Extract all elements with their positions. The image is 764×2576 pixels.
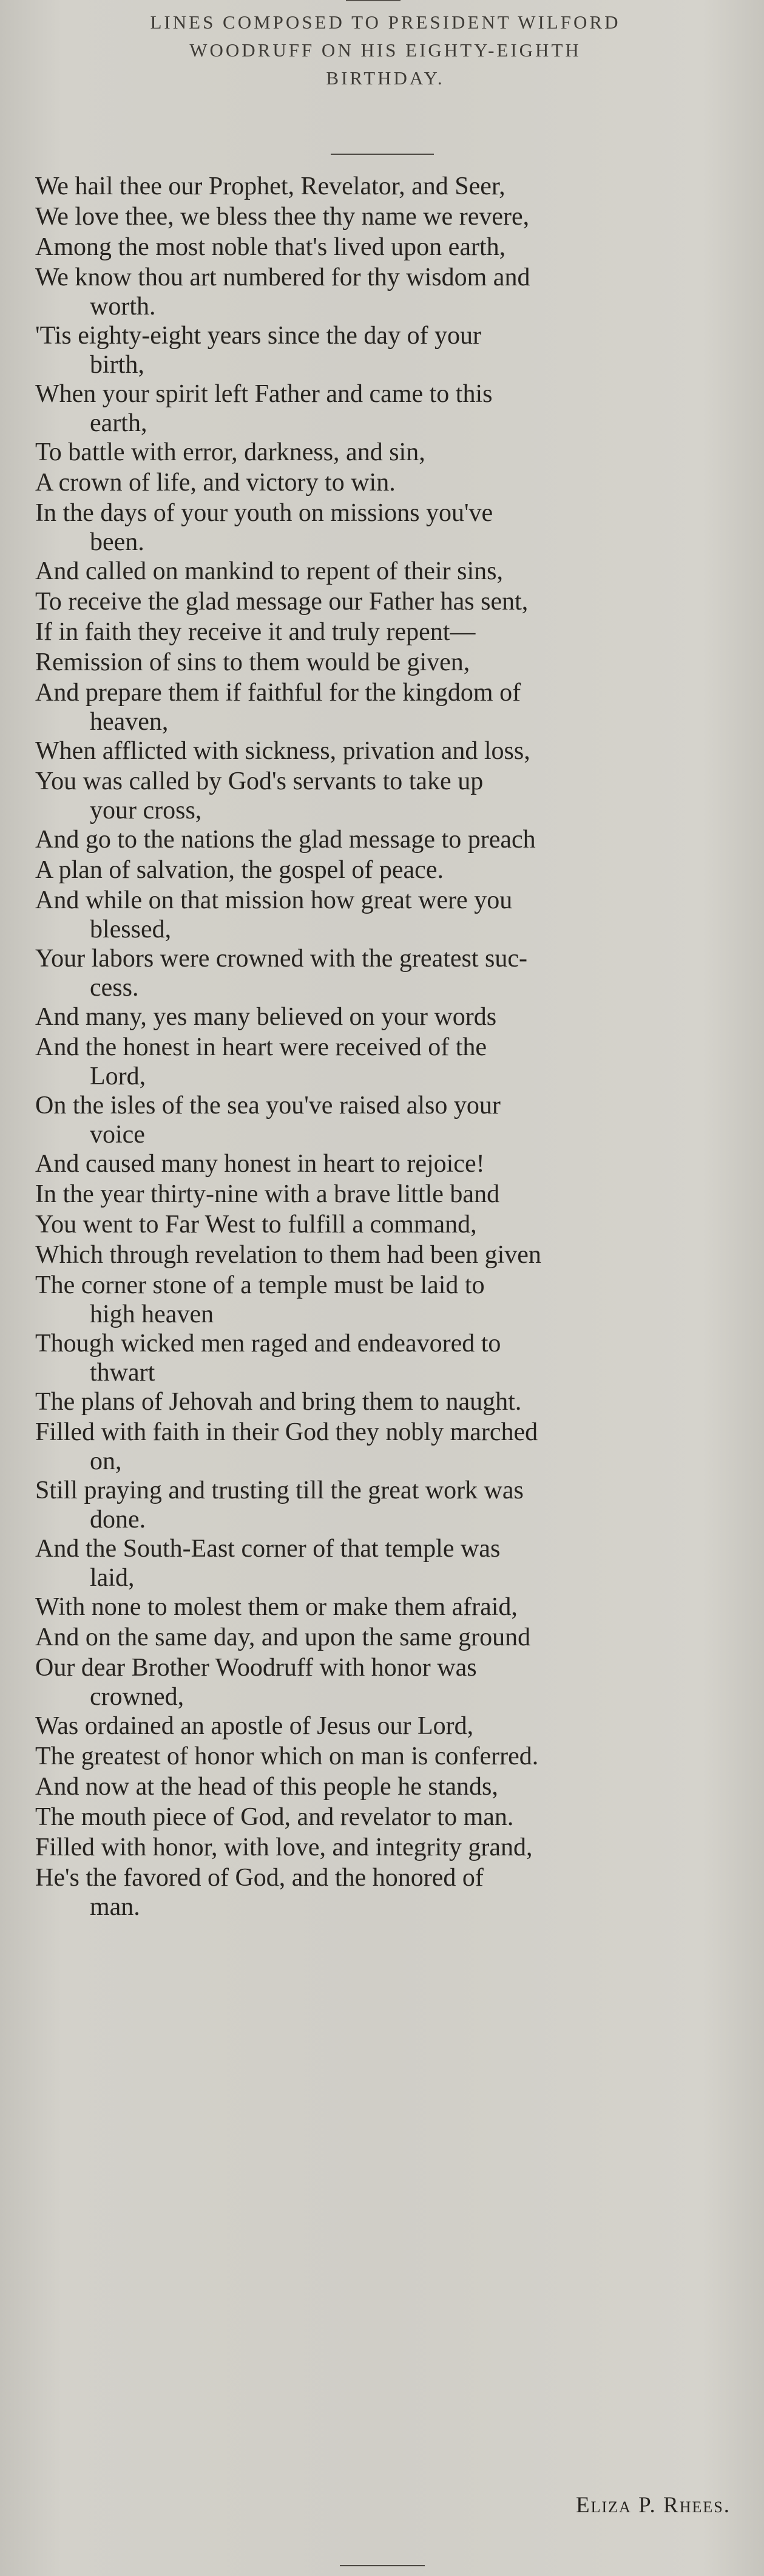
poem-line: On the isles of the sea you've raised also your (35, 1092, 501, 1120)
poem-line: Among the most noble that's lived upon earth, (35, 233, 506, 261)
poem-line: We hail thee our Prophet, Revelator, and Seer, (35, 172, 505, 200)
title-line-3: BIRTHDAY. (326, 67, 445, 89)
title-divider (331, 154, 434, 155)
poem-line-continuation: birth, (90, 351, 144, 379)
poem-body (11, 171, 748, 1921)
poem-line-continuation: cess. (90, 974, 139, 1002)
poem-line: And many, yes many believed on your words (35, 1003, 497, 1031)
poem-line-continuation: heaven, (90, 708, 169, 736)
poem-line: When afflicted with sickness, privation and loss, (35, 737, 530, 765)
poem-line: A crown of life, and victory to win. (35, 469, 396, 497)
poem-line: And the South-East corner of that temple was (35, 1535, 501, 1563)
poem-line: With none to molest them or make them afraid, (35, 1593, 518, 1621)
poem-line: In the year thirty-nine with a brave little band (35, 1180, 500, 1208)
title-line-2: WOODRUFF ON HIS EIGHTY-EIGHTH (189, 39, 581, 61)
poem-line-continuation: man. (90, 1893, 140, 1921)
poem-line: To battle with error, darkness, and sin, (35, 438, 425, 466)
poem-line: We know thou art numbered for thy wisdom and (35, 263, 530, 291)
poem-line: The plans of Jehovah and bring them to naught. (35, 1388, 522, 1416)
poem-line: Your labors were crowned with the greatest suc- (35, 945, 528, 973)
poem-line-continuation: blessed, (90, 916, 172, 943)
poem-line: Filled with honor, with love, and integrity grand, (35, 1833, 533, 1861)
poem-title (36, 8, 734, 92)
poem-line: Though wicked men raged and endeavored to (35, 1330, 501, 1358)
poem-line: And now at the head of this people he stands, (35, 1773, 498, 1801)
poem-line: A plan of salvation, the gospel of peace. (35, 856, 444, 884)
poem-line-continuation: thwart (90, 1359, 155, 1387)
poem-line-continuation: crowned, (90, 1683, 184, 1711)
poem-line: You was called by God's servants to take up (35, 767, 484, 795)
end-divider (340, 2565, 425, 2566)
poem-line: And called on mankind to repent of their sins, (35, 557, 503, 585)
poem-line-continuation: done. (90, 1506, 146, 1534)
poem-line-continuation: high heaven (90, 1300, 214, 1328)
poem-line: He's the favored of God, and the honored of (35, 1864, 484, 1892)
poem-line: Still praying and trusting till the great work was (35, 1477, 524, 1504)
poem-line: In the days of your youth on missions you've (35, 499, 493, 527)
poem-line: When your spirit left Father and came to this (35, 380, 493, 408)
poem-line-continuation: worth. (90, 293, 156, 321)
poem-line-continuation: Lord, (90, 1062, 146, 1090)
poem-line: And go to the nations the glad message to preach (35, 826, 536, 854)
poem-line: Filled with faith in their God they nobly marched (35, 1418, 538, 1446)
poem-line: And the honest in heart were received of the (35, 1033, 487, 1061)
poem-line: If in faith they receive it and truly repent— (35, 618, 476, 646)
author-signature: Eliza P. Rhees. (576, 2493, 731, 2518)
poem-line: The mouth piece of God, and revelator to man. (35, 1803, 514, 1831)
poem-line: To receive the glad message our Father has sent, (35, 588, 529, 616)
poem-line: The corner stone of a temple must be laid to (35, 1271, 485, 1299)
poem-line: Was ordained an apostle of Jesus our Lord, (35, 1712, 474, 1740)
poem-line: Remission of sins to them would be given, (35, 648, 470, 676)
poem-line: 'Tis eighty-eight years since the day of your (35, 322, 482, 350)
poem-line-continuation: voice (90, 1121, 145, 1149)
poem-line-continuation: on, (90, 1447, 122, 1475)
title-line-1: LINES COMPOSED TO PRESIDENT WILFORD (150, 12, 621, 33)
poem-line: And while on that mission how great were you (35, 886, 513, 914)
poem-line-continuation: your cross, (90, 797, 202, 824)
poem-line: Our dear Brother Woodruff with honor was (35, 1654, 477, 1682)
poem-line: You went to Far West to fulfill a command, (35, 1211, 477, 1239)
poem-line-continuation: laid, (90, 1564, 135, 1592)
poem-line: And caused many honest in heart to rejoice! (35, 1150, 485, 1178)
poem-line: And on the same day, and upon the same ground (35, 1623, 531, 1651)
poem-line-continuation: earth, (90, 409, 147, 437)
poem-line: We love thee, we bless thee thy name we revere, (35, 203, 530, 231)
poem-line-continuation: been. (90, 528, 144, 556)
poem-line: The greatest of honor which on man is conferred. (35, 1742, 539, 1770)
poem-line: And prepare them if faithful for the kingdom of (35, 679, 521, 707)
top-divider (346, 0, 401, 1)
poem-line: Which through revelation to them had been given (35, 1241, 541, 1269)
